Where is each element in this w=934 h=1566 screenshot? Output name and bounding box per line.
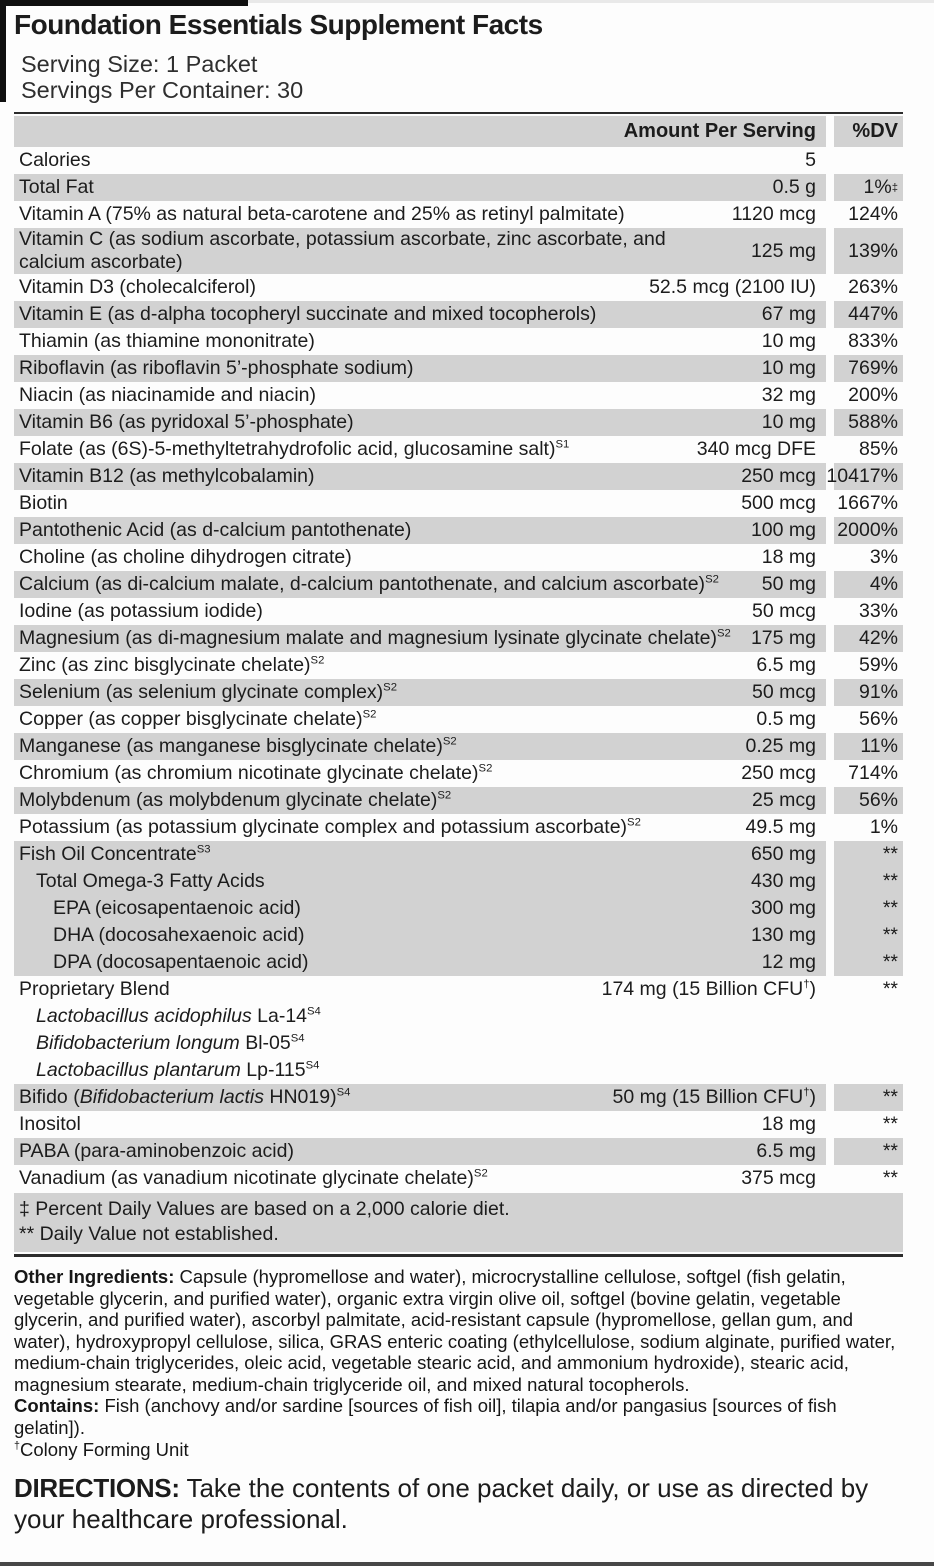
nutrient-amount: 50 mcg bbox=[752, 600, 816, 622]
left-edge-bar bbox=[0, 0, 6, 102]
nutrient-name: DPA (docosapentaenoic acid) bbox=[53, 951, 309, 973]
nutrient-name: Vitamin A (75% as natural beta-carotene and 25% as retinyl palmitate) bbox=[19, 203, 625, 225]
contains-text: Fish (anchovy and/or sardine [sources of fish oil], tilapia and/or pangasius [sources of fish gelatin]). bbox=[14, 1395, 837, 1438]
table-row bbox=[14, 598, 903, 625]
nutrient-name: Bifidobacterium longum $Bl-05^{S4}$ bbox=[36, 1032, 305, 1054]
nutrient-amount: 340 mcg DFE bbox=[696, 438, 816, 460]
nutrient-dv: 833% bbox=[848, 330, 898, 352]
label-content bbox=[14, 0, 903, 1535]
nutrient-dv: 1667% bbox=[837, 492, 898, 514]
nutrient-amount: 25 mcg bbox=[752, 789, 816, 811]
nutrient-dv bbox=[834, 1057, 903, 1084]
nutrient-amount: 5 bbox=[805, 149, 816, 171]
footnote-daily-values: ‡ Percent Daily Values are based on a 2,000 calorie diet. bbox=[19, 1198, 510, 1220]
nutrient-dv: ** bbox=[882, 1167, 898, 1189]
nutrient-name: Bifido (Bifidobacterium lactis HN019)$^{S4}$ bbox=[19, 1086, 351, 1108]
nutrient-amount: 130 mg bbox=[750, 924, 816, 946]
table-row bbox=[14, 679, 903, 706]
nutrient-amount: 0.5 mg bbox=[756, 708, 816, 730]
nutrient-amount: 32 mg bbox=[761, 384, 816, 406]
table-row bbox=[14, 174, 903, 201]
nutrient-dv: 42% bbox=[834, 625, 903, 652]
amount-per-serving-header: Amount Per Serving bbox=[623, 120, 816, 142]
nutrient-dv: 56% bbox=[834, 787, 903, 814]
table-row bbox=[14, 571, 903, 598]
column-gutter bbox=[826, 679, 834, 706]
column-gutter bbox=[826, 355, 834, 382]
facts-header-main-cell bbox=[14, 116, 826, 147]
nutrient-name: Vitamin B12 (as methylcobalamin) bbox=[19, 465, 315, 487]
nutrient-name: Lactobacillus acidophilus $La-14^{S4}$ bbox=[36, 1005, 321, 1027]
column-gutter bbox=[826, 201, 834, 228]
column-gutter bbox=[826, 116, 834, 147]
nutrient-amount: 6.5 mg bbox=[756, 1140, 816, 1162]
nutrient-amount: 250 mcg bbox=[741, 762, 816, 784]
table-top-rule bbox=[14, 112, 903, 114]
nutrient-name: Magnesium (as di-magnesium malate and magnesium lysinate glycinate chelate)$^{S2}$ bbox=[19, 627, 731, 649]
nutrient-name: Vitamin D3 (cholecalciferol) bbox=[19, 276, 256, 298]
contains-note bbox=[14, 1395, 903, 1438]
nutrient-dv: 1% bbox=[869, 816, 898, 838]
nutrient-amount: 50 mcg bbox=[752, 681, 816, 703]
column-gutter bbox=[826, 517, 834, 544]
column-gutter bbox=[826, 301, 834, 328]
nutrient-name: Calcium (as di-calcium malate, d-calcium pantothenate, and calcium ascorbate)$^{S2}$ bbox=[19, 573, 719, 595]
nutrient-amount: 49.5 mg bbox=[745, 816, 816, 838]
nutrient-amount: 10 mg bbox=[761, 411, 816, 433]
nutrient-name: Zinc (as zinc bisglycinate chelate)$^{S2}$ bbox=[19, 654, 325, 676]
footnotes bbox=[14, 1193, 903, 1252]
nutrient-amount: 12 mg bbox=[761, 951, 816, 973]
nutrient-name: Total Fat bbox=[19, 176, 94, 198]
column-gutter bbox=[826, 1084, 834, 1111]
table-row bbox=[14, 355, 903, 382]
table-row bbox=[14, 841, 903, 976]
directions-label: DIRECTIONS: bbox=[14, 1473, 180, 1503]
nutrient-amount: 18 mg bbox=[761, 546, 816, 568]
nutrient-dv: 1% ‡ bbox=[834, 174, 903, 201]
nutrient-name: Copper (as copper bisglycinate chelate)$^{S2}$ bbox=[19, 708, 377, 730]
nutrient-amount: 18 mg bbox=[761, 1113, 816, 1135]
nutrient-dv: 588% bbox=[834, 409, 903, 436]
nutrient-amount: 175 mg bbox=[750, 627, 816, 649]
nutrient-amount: 174 mg (15 Billion CFU†) bbox=[601, 978, 816, 1000]
nutrient-dv: 10417% bbox=[834, 463, 903, 490]
nutrient-amount: 67 mg bbox=[761, 303, 816, 325]
nutrient-amount: 250 mcg bbox=[741, 465, 816, 487]
nutrient-dv bbox=[834, 1030, 903, 1057]
table-row bbox=[14, 409, 903, 436]
column-gutter bbox=[826, 1030, 834, 1057]
nutrient-amount: 0.5 g bbox=[772, 176, 816, 198]
nutrient-name: EPA (eicosapentaenoic acid) bbox=[53, 897, 301, 919]
column-gutter bbox=[826, 436, 834, 463]
table-row bbox=[14, 436, 903, 463]
nutrient-name: Niacin (as niacinamide and niacin) bbox=[19, 384, 316, 406]
column-gutter bbox=[826, 1138, 834, 1165]
nutrient-name: Vitamin B6 (as pyridoxal 5’-phosphate) bbox=[19, 411, 354, 433]
table-row bbox=[14, 463, 903, 490]
column-gutter bbox=[826, 274, 834, 301]
column-gutter bbox=[826, 490, 834, 517]
nutrient-name: Thiamin (as thiamine mononitrate) bbox=[19, 330, 315, 352]
serving-size: Serving Size: 1 Packet bbox=[21, 51, 258, 77]
facts-header-row bbox=[14, 116, 903, 147]
nutrient-dv bbox=[834, 147, 903, 174]
other-ingredients-label: Other Ingredients: bbox=[14, 1266, 175, 1287]
nutrient-name: Chromium (as chromium nicotinate glycinate chelate)$^{S2}$ bbox=[19, 762, 493, 784]
cfu-note: †Colony Forming Unit bbox=[14, 1439, 189, 1460]
other-ingredients-text: Capsule (hypromellose and water), microcrystalline cellulose, softgel (fish gelatin, vegetable glycerin, and purified water), organic extra virgin olive oil, softgel (bovine gelatin, vegetable glycerin, and purified water), ascorbyl palmitate, acid-resistant capsule (hypromellose, gellan gum, and water), hydroxypropyl cellulose, silica, GRAS enteric coating (ethylcellulose, sodium alginate, purified water, medium-chain triglycerides, oleic acid, vegetable stearic acid, and ammonium hydroxide), stearic acid, magnesium stearate, medium-chain triglyceride oil, and mixed natural tocopherols. bbox=[14, 1266, 896, 1395]
nutrient-dv: ** bbox=[882, 1113, 898, 1135]
table-row bbox=[14, 301, 903, 328]
nutrient-name: Choline (as choline dihydrogen citrate) bbox=[19, 546, 352, 568]
nutrient-dv: 11% bbox=[834, 733, 903, 760]
nutrient-dv: ** bbox=[834, 868, 903, 895]
table-row bbox=[14, 787, 903, 814]
column-gutter bbox=[826, 922, 834, 949]
column-gutter bbox=[826, 976, 834, 1003]
nutrient-amount: 375 mcg bbox=[741, 1167, 816, 1189]
column-gutter bbox=[826, 1165, 834, 1192]
table-row bbox=[14, 760, 903, 787]
nutrient-name: Riboflavin (as riboflavin 5’-phosphate sodium) bbox=[19, 357, 414, 379]
column-gutter bbox=[826, 733, 834, 760]
column-gutter bbox=[826, 895, 834, 922]
nutrient-amount: 300 mg bbox=[750, 897, 816, 919]
nutrient-name: Potassium (as potassium glycinate complex and potassium ascorbate)$^{S2}$ bbox=[19, 816, 641, 838]
table-bottom-rule bbox=[14, 1254, 903, 1257]
nutrient-amount: 6.5 mg bbox=[756, 654, 816, 676]
table-row bbox=[14, 814, 903, 841]
column-gutter bbox=[826, 174, 834, 201]
nutrient-dv: 124% bbox=[848, 203, 898, 225]
table-row bbox=[14, 382, 903, 409]
column-gutter bbox=[826, 868, 834, 895]
column-gutter bbox=[826, 760, 834, 787]
nutrient-dv: ** bbox=[834, 949, 903, 976]
serving-info bbox=[21, 51, 903, 103]
nutrient-amount: 52.5 mcg (2100 IU) bbox=[649, 276, 816, 298]
nutrient-dv: 447% bbox=[834, 301, 903, 328]
table-row bbox=[14, 544, 903, 571]
nutrient-dv: 2000% bbox=[834, 517, 903, 544]
nutrient-dv: 714% bbox=[848, 762, 898, 784]
table-row bbox=[14, 652, 903, 679]
nutrient-name: Lactobacillus plantarum $Lp-115^{S4}$ bbox=[36, 1059, 320, 1081]
nutrient-amount: 125 mg bbox=[750, 239, 816, 262]
nutrient-name: Manganese (as manganese bisglycinate chelate)$^{S2}$ bbox=[19, 735, 457, 757]
footnote-not-established: ** Daily Value not established. bbox=[19, 1223, 279, 1245]
table-row bbox=[14, 147, 903, 174]
column-gutter bbox=[826, 1057, 834, 1084]
nutrient-dv: ** bbox=[834, 1084, 903, 1111]
nutrient-name: Inositol bbox=[19, 1113, 81, 1135]
page-title: Foundation Essentials Supplement Facts bbox=[14, 9, 543, 40]
nutrient-dv: 91% bbox=[834, 679, 903, 706]
servings-per-container: Servings Per Container: 30 bbox=[21, 77, 304, 103]
bottom-edge-bar bbox=[0, 1562, 934, 1566]
column-gutter bbox=[826, 571, 834, 598]
nutrient-amount: 100 mg bbox=[750, 519, 816, 541]
column-gutter bbox=[826, 814, 834, 841]
table-row bbox=[14, 274, 903, 301]
nutrient-dv: 263% bbox=[848, 276, 898, 298]
column-gutter bbox=[826, 544, 834, 571]
dv-header: %DV bbox=[834, 116, 903, 147]
nutrient-dv: 33% bbox=[858, 600, 898, 622]
nutrient-name: Calories bbox=[19, 149, 91, 171]
table-row bbox=[14, 625, 903, 652]
column-gutter bbox=[826, 1111, 834, 1138]
nutrient-dv: ** bbox=[834, 841, 903, 868]
facts-rows bbox=[14, 147, 903, 1192]
other-ingredients bbox=[14, 1266, 903, 1461]
nutrient-name: Folate (as (6S)-5-methyltetrahydrofolic acid, glucosamine salt)$^{S1}$ bbox=[19, 438, 570, 460]
column-gutter bbox=[826, 625, 834, 652]
nutrient-dv: ** bbox=[834, 895, 903, 922]
column-gutter bbox=[826, 706, 834, 733]
directions-text: Take the contents of one packet daily, or use as directed by your healthcare professional. bbox=[14, 1473, 869, 1534]
nutrient-name: Pantothenic Acid (as d-calcium pantothenate) bbox=[19, 519, 412, 541]
directions bbox=[14, 1473, 903, 1535]
nutrient-amount: 500 mcg bbox=[741, 492, 816, 514]
column-gutter bbox=[826, 787, 834, 814]
table-row bbox=[14, 1165, 903, 1192]
nutrient-dv: 56% bbox=[858, 708, 898, 730]
table-row bbox=[14, 517, 903, 544]
nutrient-dv: 200% bbox=[848, 384, 898, 406]
table-row bbox=[14, 733, 903, 760]
contains-label: Contains: bbox=[14, 1395, 100, 1416]
nutrient-amount: 10 mg bbox=[761, 357, 816, 379]
column-gutter bbox=[826, 1003, 834, 1030]
nutrient-dv: 3% bbox=[869, 546, 898, 568]
nutrient-amount: 50 mg (15 Billion CFU†) bbox=[612, 1086, 816, 1108]
nutrient-amount: 650 mg bbox=[750, 843, 816, 865]
table-row bbox=[14, 706, 903, 733]
table-row bbox=[14, 328, 903, 355]
table-row bbox=[14, 490, 903, 517]
nutrient-dv: ** bbox=[834, 1138, 903, 1165]
nutrient-name: Fish Oil Concentrate$^{S3}$ bbox=[19, 843, 211, 865]
column-gutter bbox=[826, 409, 834, 436]
nutrient-name: Molybdenum (as molybdenum glycinate chelate)$^{S2}$ bbox=[19, 789, 452, 811]
nutrient-amount: 10 mg bbox=[761, 330, 816, 352]
nutrient-amount: 50 mg bbox=[761, 573, 816, 595]
nutrient-dv: 59% bbox=[858, 654, 898, 676]
nutrient-name: Vitamin C (as sodium ascorbate, potassium ascorbate, zinc ascorbate, and calcium ascorbate) bbox=[19, 228, 666, 273]
nutrient-name: Total Omega-3 Fatty Acids bbox=[36, 870, 265, 892]
nutrient-name: Vanadium (as vanadium nicotinate glycinate chelate)$^{S2}$ bbox=[19, 1167, 488, 1189]
table-row bbox=[14, 976, 903, 1084]
table-row bbox=[14, 228, 903, 274]
nutrient-name: Selenium (as selenium glycinate complex)$^{S2}$ bbox=[19, 681, 397, 703]
table-row bbox=[14, 201, 903, 228]
table-row bbox=[14, 1111, 903, 1138]
table-row bbox=[14, 1138, 903, 1165]
column-gutter bbox=[826, 147, 834, 174]
column-gutter bbox=[826, 228, 834, 274]
nutrient-dv: 139% bbox=[834, 228, 903, 274]
nutrient-name: DHA (docosahexaenoic acid) bbox=[53, 924, 305, 946]
nutrient-dv bbox=[834, 1003, 903, 1030]
column-gutter bbox=[826, 652, 834, 679]
column-gutter bbox=[826, 382, 834, 409]
nutrient-name: PABA (para-aminobenzoic acid) bbox=[19, 1140, 294, 1162]
nutrient-dv: 85% bbox=[858, 438, 898, 460]
nutrient-dv: 769% bbox=[834, 355, 903, 382]
nutrient-amount: 430 mg bbox=[750, 870, 816, 892]
table-row bbox=[14, 1084, 903, 1111]
nutrient-name: Proprietary Blend bbox=[19, 978, 170, 1000]
column-gutter bbox=[826, 949, 834, 976]
column-gutter bbox=[826, 328, 834, 355]
nutrient-amount: 0.25 mg bbox=[745, 735, 816, 757]
column-gutter bbox=[826, 598, 834, 625]
nutrient-amount: 1120 mcg bbox=[731, 203, 816, 225]
nutrient-name: Vitamin E (as d-alpha tocopheryl succinate and mixed tocopherols) bbox=[19, 303, 597, 325]
nutrient-name: Biotin bbox=[19, 492, 68, 514]
column-gutter bbox=[826, 841, 834, 868]
nutrient-name: Iodine (as potassium iodide) bbox=[19, 600, 263, 622]
nutrient-dv: ** bbox=[882, 978, 898, 1000]
nutrient-dv: 4% bbox=[834, 571, 903, 598]
nutrient-dv: ** bbox=[834, 922, 903, 949]
